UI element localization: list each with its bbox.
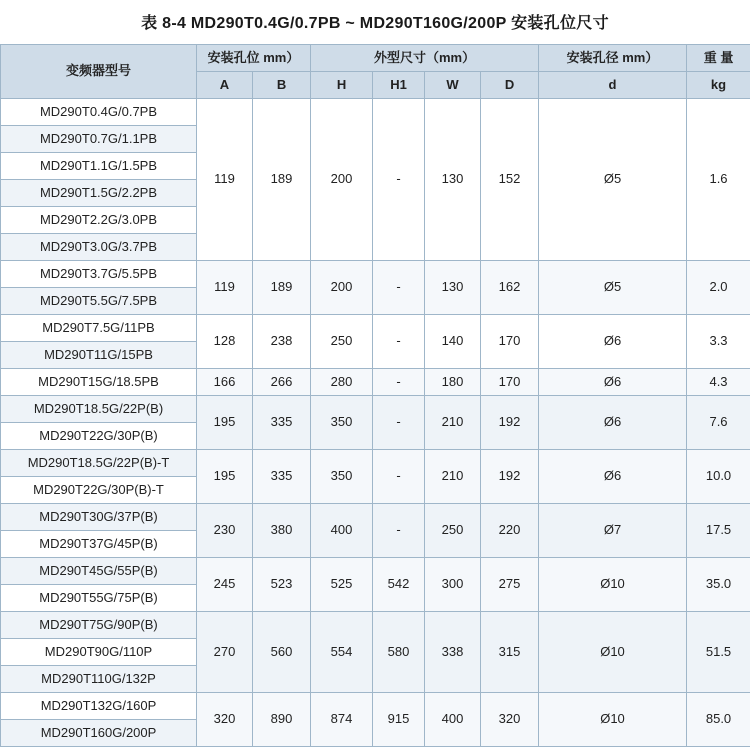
value-cell-h: 874 <box>311 693 373 747</box>
model-cell: MD290T7.5G/11PB <box>1 315 197 342</box>
value-cell-h: 350 <box>311 396 373 450</box>
value-cell-h1: - <box>373 369 425 396</box>
model-cell: MD290T1.5G/2.2PB <box>1 180 197 207</box>
header-col-d: D <box>481 72 539 99</box>
value-cell-kg: 17.5 <box>687 504 750 558</box>
value-cell-b: 380 <box>253 504 311 558</box>
value-cell-d: 320 <box>481 693 539 747</box>
value-cell-b: 335 <box>253 450 311 504</box>
value-cell-d: 192 <box>481 450 539 504</box>
value-cell-d: 192 <box>481 396 539 450</box>
header-model: 变频器型号 <box>1 45 197 99</box>
table-row <box>1 369 750 396</box>
header-col-a: A <box>197 72 253 99</box>
value-cell-b: 238 <box>253 315 311 369</box>
header-col-h1: H1 <box>373 72 425 99</box>
value-cell-a: 245 <box>197 558 253 612</box>
header-col-b: B <box>253 72 311 99</box>
value-cell-d: 162 <box>481 261 539 315</box>
value-cell-w: 400 <box>425 693 481 747</box>
model-cell: MD290T3.0G/3.7PB <box>1 234 197 261</box>
value-cell-d: Ø6 <box>539 450 687 504</box>
value-cell-kg: 10.0 <box>687 450 750 504</box>
value-cell-h1: 542 <box>373 558 425 612</box>
model-cell: MD290T18.5G/22P(B) <box>1 396 197 423</box>
value-cell-h1: - <box>373 504 425 558</box>
value-cell-d: Ø6 <box>539 315 687 369</box>
value-cell-d: Ø5 <box>539 261 687 315</box>
value-cell-w: 140 <box>425 315 481 369</box>
model-cell: MD290T11G/15PB <box>1 342 197 369</box>
model-cell: MD290T0.7G/1.1PB <box>1 126 197 153</box>
header-col-d-hole: d <box>539 72 687 99</box>
value-cell-a: 230 <box>197 504 253 558</box>
header-col-w: W <box>425 72 481 99</box>
value-cell-w: 180 <box>425 369 481 396</box>
table-row <box>1 315 750 342</box>
value-cell-b: 560 <box>253 612 311 693</box>
value-cell-b: 335 <box>253 396 311 450</box>
header-col-kg: kg <box>687 72 750 99</box>
header-outline-dimensions: 外型尺寸（mm） <box>311 45 539 72</box>
table-row <box>1 450 750 477</box>
table-row <box>1 504 750 531</box>
value-cell-h: 200 <box>311 261 373 315</box>
value-cell-d: Ø10 <box>539 612 687 693</box>
value-cell-w: 338 <box>425 612 481 693</box>
value-cell-kg: 85.0 <box>687 693 750 747</box>
header-col-h: H <box>311 72 373 99</box>
value-cell-h: 250 <box>311 315 373 369</box>
value-cell-kg: 1.6 <box>687 99 750 261</box>
model-cell: MD290T110G/132P <box>1 666 197 693</box>
table-row <box>1 558 750 585</box>
value-cell-w: 130 <box>425 99 481 261</box>
value-cell-kg: 3.3 <box>687 315 750 369</box>
model-cell: MD290T2.2G/3.0PB <box>1 207 197 234</box>
model-cell: MD290T3.7G/5.5PB <box>1 261 197 288</box>
value-cell-kg: 35.0 <box>687 558 750 612</box>
value-cell-kg: 51.5 <box>687 612 750 693</box>
table-row <box>1 693 750 720</box>
value-cell-a: 270 <box>197 612 253 693</box>
model-cell: MD290T22G/30P(B)-T <box>1 477 197 504</box>
model-cell: MD290T75G/90P(B) <box>1 612 197 639</box>
table-caption: 表 8-4 MD290T0.4G/0.7PB ~ MD290T160G/200P 安装孔位尺寸 <box>0 0 750 44</box>
value-cell-a: 119 <box>197 99 253 261</box>
value-cell-h1: 580 <box>373 612 425 693</box>
header-hole-diameter: 安装孔径 mm） <box>539 45 687 72</box>
header-mounting-holes: 安装孔位 mm） <box>197 45 311 72</box>
value-cell-a: 166 <box>197 369 253 396</box>
value-cell-h1: 915 <box>373 693 425 747</box>
table-row <box>1 396 750 423</box>
value-cell-h1: - <box>373 99 425 261</box>
value-cell-h: 280 <box>311 369 373 396</box>
value-cell-b: 189 <box>253 99 311 261</box>
model-cell: MD290T5.5G/7.5PB <box>1 288 197 315</box>
table-row <box>1 612 750 639</box>
value-cell-a: 320 <box>197 693 253 747</box>
model-cell: MD290T160G/200P <box>1 720 197 747</box>
model-cell: MD290T30G/37P(B) <box>1 504 197 531</box>
header-weight: 重 量 <box>687 45 750 72</box>
value-cell-a: 195 <box>197 450 253 504</box>
value-cell-kg: 2.0 <box>687 261 750 315</box>
value-cell-w: 300 <box>425 558 481 612</box>
header-row-groups <box>1 45 750 72</box>
value-cell-d: Ø6 <box>539 396 687 450</box>
value-cell-w: 210 <box>425 396 481 450</box>
value-cell-w: 210 <box>425 450 481 504</box>
model-cell: MD290T15G/18.5PB <box>1 369 197 396</box>
model-cell: MD290T37G/45P(B) <box>1 531 197 558</box>
model-cell: MD290T55G/75P(B) <box>1 585 197 612</box>
value-cell-a: 195 <box>197 396 253 450</box>
value-cell-h1: - <box>373 315 425 369</box>
model-cell: MD290T45G/55P(B) <box>1 558 197 585</box>
value-cell-d: Ø10 <box>539 558 687 612</box>
value-cell-h1: - <box>373 450 425 504</box>
value-cell-kg: 7.6 <box>687 396 750 450</box>
value-cell-d: 152 <box>481 99 539 261</box>
value-cell-b: 890 <box>253 693 311 747</box>
value-cell-kg: 4.3 <box>687 369 750 396</box>
value-cell-d: 170 <box>481 369 539 396</box>
value-cell-b: 523 <box>253 558 311 612</box>
value-cell-d: Ø6 <box>539 369 687 396</box>
value-cell-b: 266 <box>253 369 311 396</box>
value-cell-a: 128 <box>197 315 253 369</box>
value-cell-w: 250 <box>425 504 481 558</box>
value-cell-d: 220 <box>481 504 539 558</box>
value-cell-d: Ø7 <box>539 504 687 558</box>
table-row <box>1 261 750 288</box>
value-cell-d: Ø10 <box>539 693 687 747</box>
model-cell: MD290T1.1G/1.5PB <box>1 153 197 180</box>
value-cell-h: 400 <box>311 504 373 558</box>
table-header <box>1 45 750 99</box>
value-cell-d: Ø5 <box>539 99 687 261</box>
value-cell-h1: - <box>373 396 425 450</box>
value-cell-w: 130 <box>425 261 481 315</box>
value-cell-h: 525 <box>311 558 373 612</box>
value-cell-d: 275 <box>481 558 539 612</box>
value-cell-d: 315 <box>481 612 539 693</box>
value-cell-h: 200 <box>311 99 373 261</box>
model-cell: MD290T90G/110P <box>1 639 197 666</box>
value-cell-h: 554 <box>311 612 373 693</box>
model-cell: MD290T18.5G/22P(B)-T <box>1 450 197 477</box>
model-cell: MD290T132G/160P <box>1 693 197 720</box>
value-cell-h: 350 <box>311 450 373 504</box>
value-cell-d: 170 <box>481 315 539 369</box>
table-row <box>1 99 750 126</box>
value-cell-a: 119 <box>197 261 253 315</box>
model-cell: MD290T22G/30P(B) <box>1 423 197 450</box>
table-body <box>1 99 750 747</box>
value-cell-b: 189 <box>253 261 311 315</box>
model-cell: MD290T0.4G/0.7PB <box>1 99 197 126</box>
spec-table <box>0 44 750 747</box>
value-cell-h1: - <box>373 261 425 315</box>
